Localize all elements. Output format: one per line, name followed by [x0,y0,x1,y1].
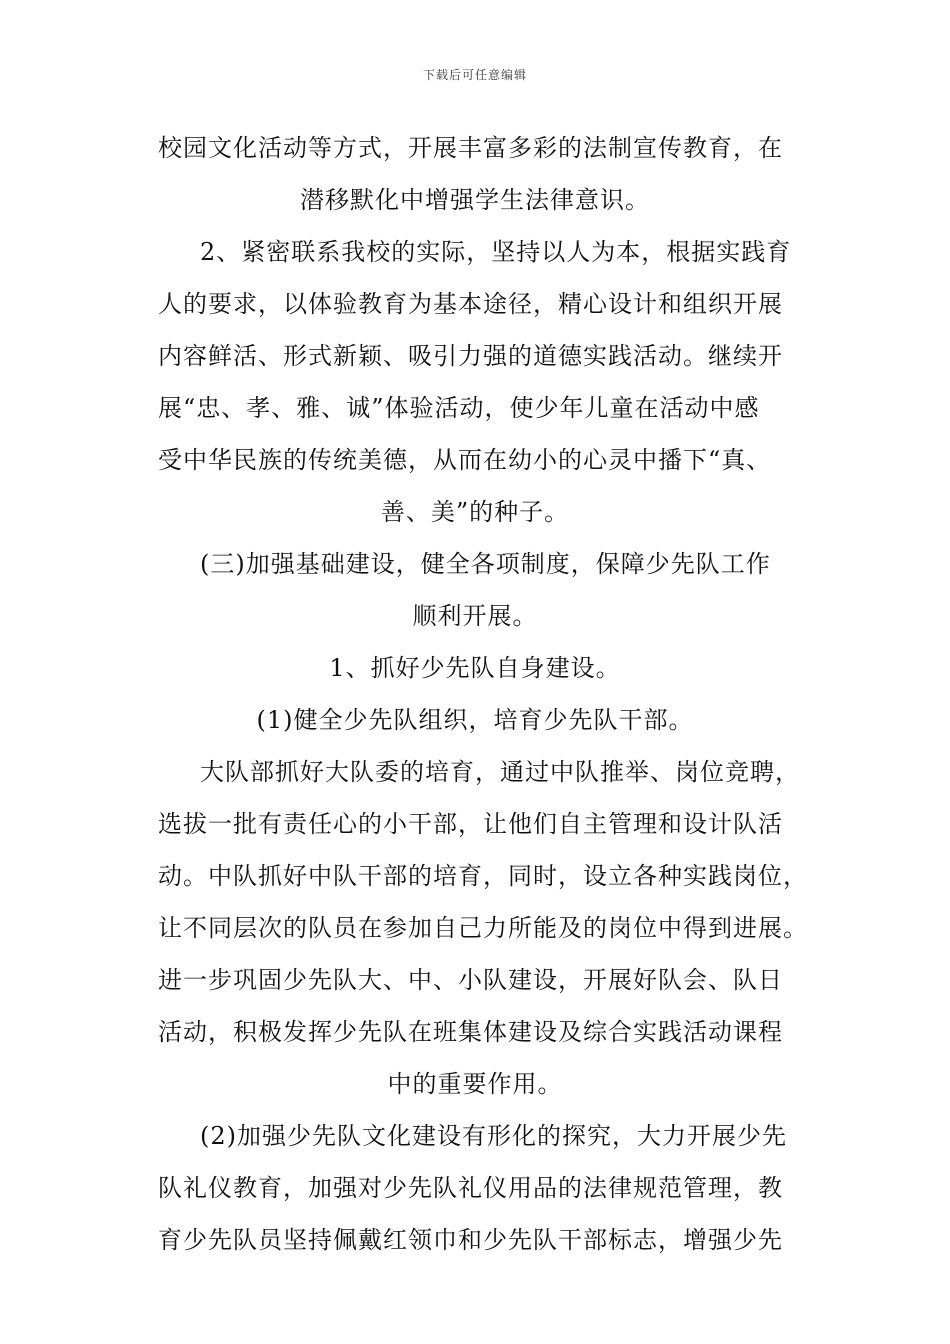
text-line: 大队部抓好大队委的培育，通过中队推举、岗位竞聘， [200,758,800,786]
text-line: 内容鲜活、形式新颖、吸引力强的道德实践活动。继续开 [158,342,783,370]
text-line: 动。中队抓好中队干部的培育，同时，设立各种实践岗位， [158,862,808,890]
subsection-item-heading: (1)健全少先队组织，培育少先队干部。 [256,706,694,734]
section-heading: (三)加强基础建设，健全各项制度，保障少先队工作 [200,550,771,578]
text-line: 队礼仪教育，加强对少先队礼仪用品的法律规范管理，教 [158,1174,783,1202]
text-line: 潜移默化中增强学生法律意识。 [300,186,650,214]
text-line: 受中华民族的传统美德，从而在幼小的心灵中播下“真、 [158,446,772,474]
subsection-heading: 1、抓好少先队自身建设。 [329,654,621,682]
text-line: 校园文化活动等方式，开展丰富多彩的法制宣传教育，在 [158,134,783,162]
section-heading-continued: 顺利开展。 [412,602,538,630]
text-line: 人的要求，以体验教育为基本途径，精心设计和组织开展 [158,290,783,318]
page-header: 下载后可任意编辑 [422,68,527,82]
text-line: 选拔一批有责任心的小干部，让他们自主管理和设计队活 [158,810,783,838]
text-line: 2、紧密联系我校的实际，坚持以人为本，根据实践育 [200,238,792,266]
text-line: 让不同层次的队员在参加自己力所能及的岗位中得到进展。 [158,914,808,942]
text-line: (2)加强少先队文化建设有形化的探究，大力开展少先 [200,1122,787,1150]
text-line: 善、美”的种子。 [380,498,570,526]
text-line: 进一步巩固少先队大、中、小队建设，开展好队会、队日 [158,966,783,994]
text-line: 展“忠、孝、雅、诚”体验活动，使少年儿童在活动中感 [158,394,760,422]
text-line: 育少先队员坚持佩戴红领巾和少先队干部标志，增强少先 [158,1226,783,1254]
text-line: 活动，积极发挥少先队在班集体建设及综合实践活动课程 [158,1018,783,1046]
text-line: 中的重要作用。 [387,1070,563,1098]
